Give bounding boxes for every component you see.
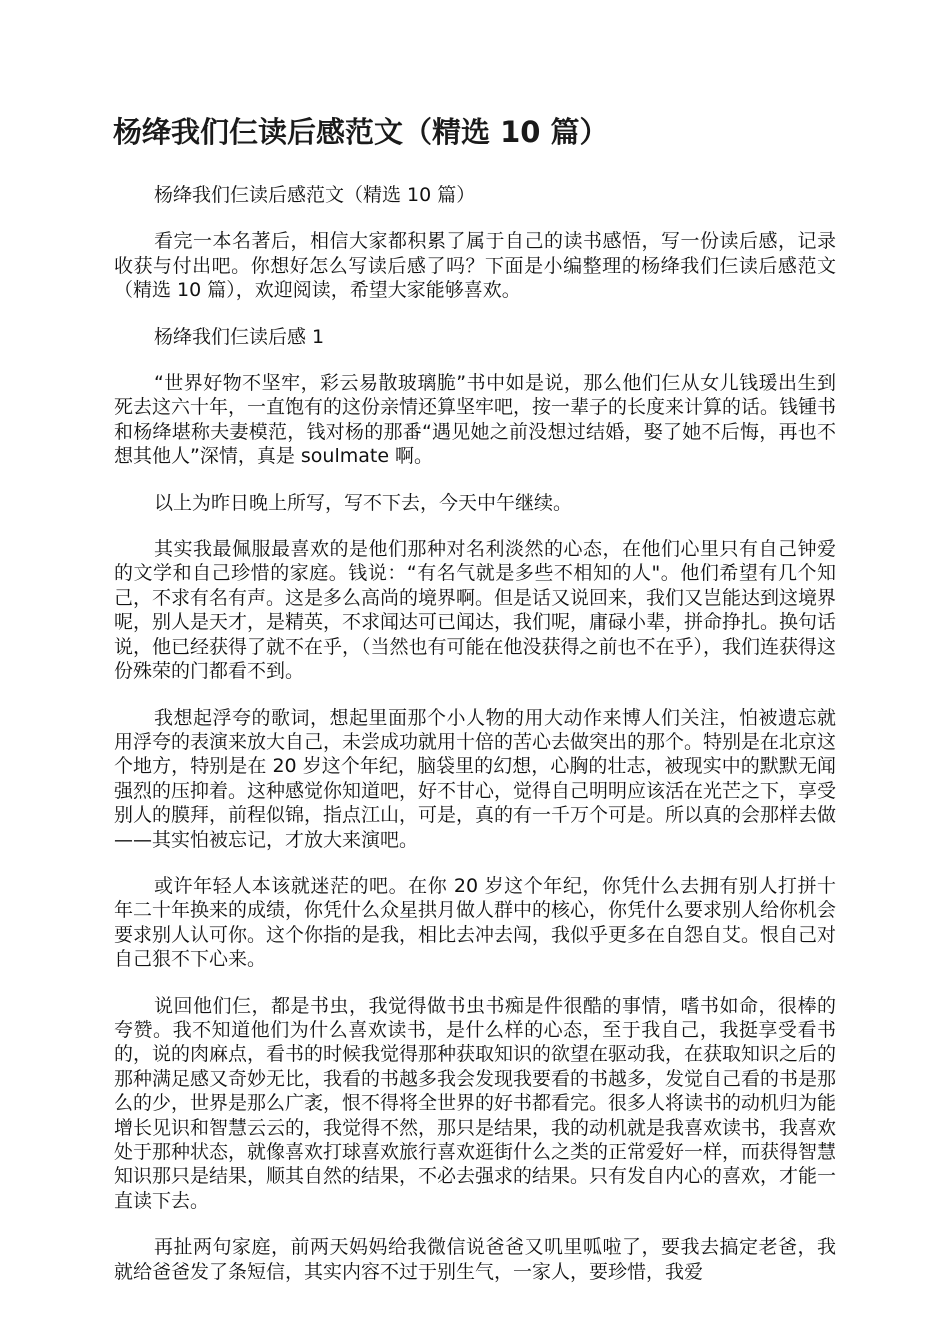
document-body [114, 183, 836, 1306]
section-heading-1: 杨绛我们仨读后感 1 [154, 325, 325, 348]
paragraph: 说回他们仨，都是书虫，我觉得做书虫书痴是件很酷的事情，嗜书如命，很棒的夸赞。我不知道他们为什么喜欢读书，是什么样的心态，至于我自己，我挺享受看书的，说的肉麻点，看书的时候我觉得那种获取知识的欲望在驱动我，在获取知识之后的那种满足感又奇妙无比，我看的书越多我会发现我要看的书越多，发觉自己看的书是那么的少，世界是那么广袤，恨不得将全世界的好书都看完。很多人将读书的动机归为能增长见识和智慧云云的，我觉得不然，那只是结果，我的动机就是我喜欢读书，我喜欢处于那种状态，就像喜欢打球喜欢旅行喜欢逛街什么之类的正常爱好一样，而获得智慧知识那只是结果，顺其自然的结果，不必去强求的结果。只有发自内心的喜欢，才能一直读下去。 [114, 994, 837, 1212]
paragraph: 或许年轻人本该就迷茫的吧。在你 20 岁这个年纪，你凭什么去拥有别人打拼十年二十年换来的成绩，你凭什么众星拱月做人群中的核心，你凭什么要求别人给你机会要求别人认可你。这个你指的是我，相比去冲去闯，我似乎更多在自怨自艾。恨自己对自己狠不下心来。 [114, 874, 837, 971]
paragraph-subtitle: 杨绛我们仨读后感范文（精选 10 篇） [154, 184, 476, 206]
paragraph: 其实我最佩服最喜欢的是他们那种对名利淡然的心态，在他们心里只有自己钟爱的文学和自己珍惜的家庭。钱说：“有名气就是多些不相知的人"。他们希望有几个知己，不求有名有声。这是多么高尚的境界啊。但是话又说回来，我们又岂能达到这境界呢，别人是天才，是精英，不求闻达可已闻达，我们呢，庸碌小辈，拼命挣扎。换句话说，他已经获得了就不在乎，（当然也有可能在他没获得之前也不在乎），我们连获得这份殊荣的门都看不到。 [114, 538, 837, 683]
paragraph-intro: 看完一本名著后，相信大家都积累了属于自己的读书感悟，写一份读后感，记录收获与付出吧。你想好怎么写读后感了吗？下面是小编整理的杨绛我们仨读后感范文（精选 10 篇），欢迎阅读，希望大家能够喜欢。 [114, 230, 836, 302]
document-title: 杨绛我们仨读后感范文（精选 10 篇） [113, 115, 609, 149]
paragraph: “世界好物不坚牢，彩云易散玻璃脆”书中如是说，那么他们仨从女儿钱瑗出生到死去这六十年，一直饱有的这份亲情还算坚牢吧，按一辈子的长度来计算的话。钱锺书和杨绛堪称夫妻模范，钱对杨的那番“遇见她之前没想过结婚，娶了她不后悔，再也不想其他人”深情，真是 soulmate 啊。 [114, 372, 837, 468]
paragraph: 再扯两句家庭，前两天妈妈给我微信说爸爸又叽里呱啦了，要我去搞定老爸，我就给爸爸发了条短信，其实内容不过于别生气，一家人，要珍惜，我爱 [114, 1236, 836, 1283]
paragraph: 我想起浮夸的歌词，想起里面那个小人物的用大动作来博人们关注，怕被遗忘就用浮夸的表演来放大自己，未尝成功就用十倍的苦心去做突出的那个。特别是在北京这个地方，特别是在 20 岁这个年纪，脑袋里的幻想，心胸的壮志，被现实中的默默无闻强烈的压抑着。这种感觉你知道吧，好不甘心，觉得自己明明应该活在光芒之下，享受别人的膜拜，前程似锦，指点江山，可是，真的有一千万个可是。所以真的会那样去做——其实怕被忘记，才放大来演吧。 [114, 706, 837, 851]
paragraph: 以上为昨日晚上所写，写不下去，今天中午继续。 [154, 491, 573, 514]
